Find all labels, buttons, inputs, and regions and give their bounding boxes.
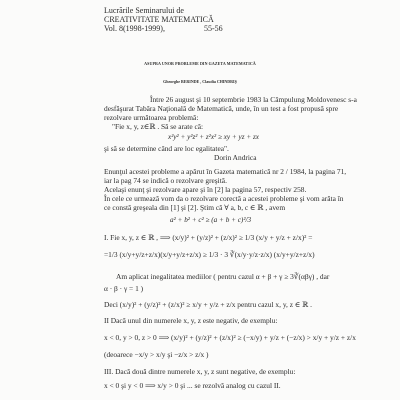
header-line-2: CREATIVITATE MATEMATICĂ [104,15,214,24]
p2-line-1: Enunţul acestei probleme a apărut în Gazeta matematică nr 2 / 1984, la pagina 71, [104,167,347,176]
p1-line-1: Între 26 august şi 10 septembrie 1983 la Câmpulung Moldovenesc s-a [150,95,357,104]
case1-line-2: =1/3 (x/y+y/z+z/x)(x/y+y/z+z/x) ≥ 1/3 · 3 ∛(x/y·y/z·z/x) (x/y+y/z+z/x) [104,250,315,259]
page-title: ASUPRA UNOR PROBLEME DIN GAZETA MATEMATICĂ [144,61,256,66]
authors: Gheorghe BERINDE , Claudia CHINDRIŞ [163,79,237,84]
header-pages: 55-56 [204,24,223,33]
header-line-1: Lucrările Seminarului de [104,6,184,15]
p1-line-3: rezolvare următoarea problemă: [104,113,199,122]
p2-line-3: Acelaşi enunţ şi rezolvare apare şi în [2] la pagina 57, respectiv 258. [104,185,307,194]
p1-line-4: "Fie x, y, z∈ℝ . Să se arate că: [112,122,204,131]
p2-line-5: ce constă greşeala din [1] şi [2]. Ştim că ∀ a, b, c ∈ ℝ , avem [104,203,286,212]
p2-line-2: iar la pag 74 se indică o rezolvare greşită. [104,176,227,185]
case2-line-2: x < 0, y > 0, z > 0 ⟹ (x/y)² + (y/z)² + (z/x)² ≥ (−x/y) + y/z + (−z/x) > x/y + y/z + z/x [104,333,356,342]
case2-line-3: (deoarece −x/y > x/y şi −z/x > z/x ) [104,350,209,359]
case1-line-1: I. Fie x, y, z ∈ ℝ , ⟹ (x/y)² + (y/z)² + (z/x)² ≥ 1/3 (x/y + y/z + z/x)² = [104,233,313,242]
case1-line-4: α · β · γ = 1 ) [104,284,144,293]
p1-line-2: desfăşurat Tabăra Naţională de Matematică, unde, în un test a fost propusă spre [104,104,339,113]
case3-line-2: x < 0 şi y < 0 ⟹ x/y > 0 şi ... se rezolvă analog cu cazul II. [104,381,281,390]
p1-line-6: şi să se determine când are loc egalitatea". [104,144,229,153]
p1-equation: x²y² + y²z² + z²x² ≥ xy + yz + zx [168,133,259,141]
case1-line-5: Deci (x/y)² + (y/z)² + (z/x)² ≥ x/y + y/z + z/x pentru cazul x, y, z ∈ ℝ . [104,300,313,309]
p1-author: Dorin Andrica [214,153,257,162]
case3-line-1: III. Dacă două dintre numerele x, y, z sunt negative, de exemplu: [104,367,296,376]
case2-line-1: II Dacă unul din numerele x, y, z este negativ, de exemplu: [104,316,278,325]
case1-line-3: Am aplicat inegalitatea mediilor ( pentru cazul α + β + γ ≥ 3∛(αβγ) , dar [116,272,330,281]
header-line-3: Vol. 8(1998-1999), [104,24,165,33]
main-inequality: a² + b² + c² ≥ (a + b + c)²/3 [170,216,252,224]
p2-line-4: În cele ce urmează vom da o rezolvare corectă a acestei probleme şi vom arăta în [104,194,344,203]
